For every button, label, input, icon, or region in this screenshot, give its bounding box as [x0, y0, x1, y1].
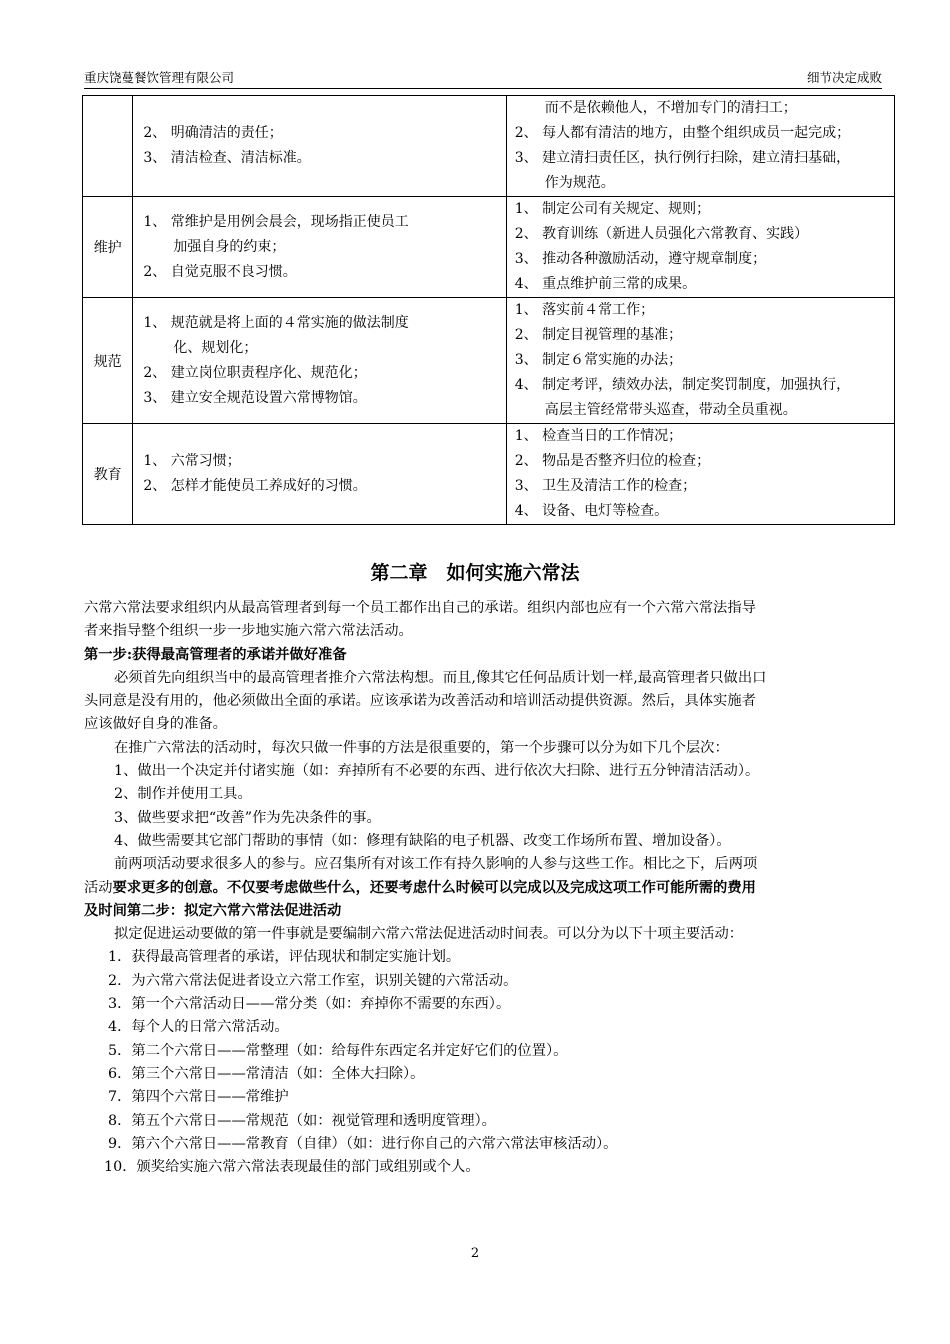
implementation-cell	[506, 298, 894, 424]
table-line: 2、 教育训练（新进人员强化六常教育、实践）	[514, 226, 809, 242]
activity-item: 2．为六常六常法促进者设立六常工作室，识别关键的六常活动。	[108, 972, 518, 989]
table-line: 3、 制定６常实施的办法；	[514, 352, 683, 368]
activity-item: 9．第六个六常日——常教育（自律）（如：进行你自己的六常六常法审核活动）。	[108, 1135, 618, 1152]
method-cell	[133, 96, 506, 197]
paragraph-line: 必须首先向组织当中的最高管理者推介六常法构想。而且,像其它任何品质计划一样,最高管理者只做出口	[114, 669, 767, 686]
paragraph-line: 前两项活动要求很多人的参与。应召集所有对该工作有持久影响的人参与这些工作。相比之下，后两项	[114, 856, 758, 873]
table-line: 3、 清洁检查、清洁标准。	[143, 150, 311, 166]
table-line: 1、 规范就是将上面的４常实施的做法制度	[143, 314, 409, 331]
body-text	[84, 597, 884, 1179]
step-heading	[84, 900, 884, 923]
paragraph-line: 应该做好自身的准备。	[84, 716, 227, 733]
table-line: 2、 每人都有清洁的地方，由整个组织成员一起完成；	[514, 125, 851, 141]
table-line: 3、 建立清扫责任区，执行例行扫除，建立清扫基础，	[514, 150, 851, 166]
activity-item: 7．第四个六常日——常维护	[108, 1089, 289, 1106]
table-row	[83, 298, 895, 424]
page-header	[84, 68, 882, 89]
table-line: 而不是依赖他人，不增加专门的清扫工；	[544, 100, 797, 116]
activity-item: 4．每个人的日常六常活动。	[108, 1019, 289, 1036]
activity-item: 10．颁奖给实施六常六常法表现最佳的部门或组别或个人。	[104, 1159, 480, 1176]
activity-item: 3．第一个六常活动日——常分类（如：弃掉你不需要的东西）。	[108, 996, 511, 1013]
table-line: 2、 制定目视管理的基准；	[514, 327, 683, 343]
chapter-title: 第二章 如何实施六常法	[370, 562, 580, 584]
paragraph-line: 者来指导整个组织一步一步地实施六常六常法活动。	[84, 623, 413, 640]
table-row	[83, 197, 895, 298]
company-name: 重庆饶蔓餐饮管理有限公司	[84, 70, 235, 85]
activity-item: 8．第五个六常日——常规范（如：视觉管理和透明度管理）。	[108, 1112, 496, 1129]
category-cell: 教育	[83, 424, 133, 525]
table-line: 2、 怎样才能使员工养成好的习惯。	[143, 478, 367, 494]
activity-item: 1．获得最高管理者的承诺，评估现状和制定实施计划。	[108, 949, 461, 966]
six-constant-table	[82, 95, 895, 525]
table-line: 1、 落实前４常工作；	[514, 302, 655, 318]
paragraph-line: 六常六常法要求组织内从最高管理者到每一个员工都作出自己的承诺。组织内部也应有一个六常六常法指导	[84, 600, 756, 616]
list-item: 3、做些要求把“改善”作为先决条件的事。	[114, 809, 381, 826]
category-cell: 规范	[83, 298, 133, 424]
plain-text: 活动	[84, 879, 113, 896]
bold-text: 要求更多的创意。不仅要考虑做些什么，还要考虑什么时候可以完成以及完成这项工作可能所需的费用	[112, 879, 756, 896]
table-line: 2、 明确清洁的责任；	[143, 125, 283, 141]
table-line: 高层主管经常带头巡查，带动全员重视。	[544, 402, 797, 418]
implementation-cell	[506, 96, 894, 197]
implementation-cell	[506, 197, 894, 298]
table-line: 2、 物品是否整齐归位的检查；	[514, 453, 711, 469]
table-line: 3、 推动各种激励活动，遵守规章制度；	[514, 251, 767, 267]
paragraph-line	[84, 877, 884, 900]
activity-item: 5．第二个六常日——常整理（如：给每件东西定名并定好它们的位置）。	[108, 1042, 568, 1059]
list-item: 4、做些需要其它部门帮助的事情（如：修理有缺陷的电子机器、改变工作场所布置、增加设备）。	[114, 832, 731, 849]
table-line: 作为规范。	[544, 175, 615, 191]
method-cell	[133, 298, 506, 424]
table-line: 4、 制定考评，绩效办法，制定奖罚制度，加强执行，	[514, 377, 851, 393]
implementation-cell	[506, 424, 894, 525]
method-cell	[133, 197, 506, 298]
paragraph-line: 拟定促进运动要做的第一件事就是要编制六常六常法促进活动时间表。可以分为以下十项主要活动：	[114, 926, 744, 943]
step1-text: 第一步:获得最高管理者的承诺并做好准备	[84, 646, 347, 663]
list-item: 1、做出一个决定并付诸实施（如：弃掉所有不必要的东西、进行依次大扫除、进行五分钟清洁活动）。	[114, 763, 760, 780]
table-line: 2、 建立岗位职责程序化、规范化；	[143, 364, 367, 381]
table-line: 1、 常维护是用例会晨会，现场指正使员工	[143, 213, 409, 230]
table-line: 3、 卫生及清洁工作的检查；	[514, 478, 697, 494]
header-slogan: 细节决定成败	[806, 70, 882, 85]
paragraph-line: 在推广六常法的活动时，每次只做一件事的方法是很重要的，第一个步骤可以分为如下几个层次：	[114, 739, 729, 756]
table-line: 1、 制定公司有关规定、规则；	[514, 201, 711, 217]
step-heading	[84, 644, 884, 667]
activity-item: 6．第三个六常日——常清洁（如：全体大扫除）。	[108, 1065, 425, 1082]
category-cell	[83, 96, 133, 197]
table-line: 4、 设备、电灯等检查。	[514, 503, 669, 519]
table-row	[83, 424, 895, 525]
method-cell	[133, 424, 506, 525]
table-line: 3、 建立安全规范设置六常博物馆。	[143, 389, 367, 406]
table-line: 化、规划化；	[173, 339, 258, 356]
table-line: 4、 重点维护前三常的成果。	[514, 276, 697, 292]
paragraph-line: 头同意是没有用的，他必须做出全面的承诺。应该承诺为改善活动和培训活动提供资源。然后，具体实施者	[84, 693, 756, 710]
table-line: 加强自身的约束；	[173, 238, 286, 255]
table-line: 1、 六常习惯；	[143, 453, 241, 469]
category-cell: 维护	[83, 197, 133, 298]
page-number: 2	[470, 1246, 480, 1261]
step2-text: 及时间第二步：拟定六常六常法促进活动	[84, 902, 342, 919]
table-line: 2、 自觉克服不良习惯。	[143, 263, 297, 280]
table-row	[83, 96, 895, 197]
table-line: 1、 检查当日的工作情况；	[514, 428, 683, 444]
list-item: 2、制作并使用工具。	[114, 786, 252, 803]
